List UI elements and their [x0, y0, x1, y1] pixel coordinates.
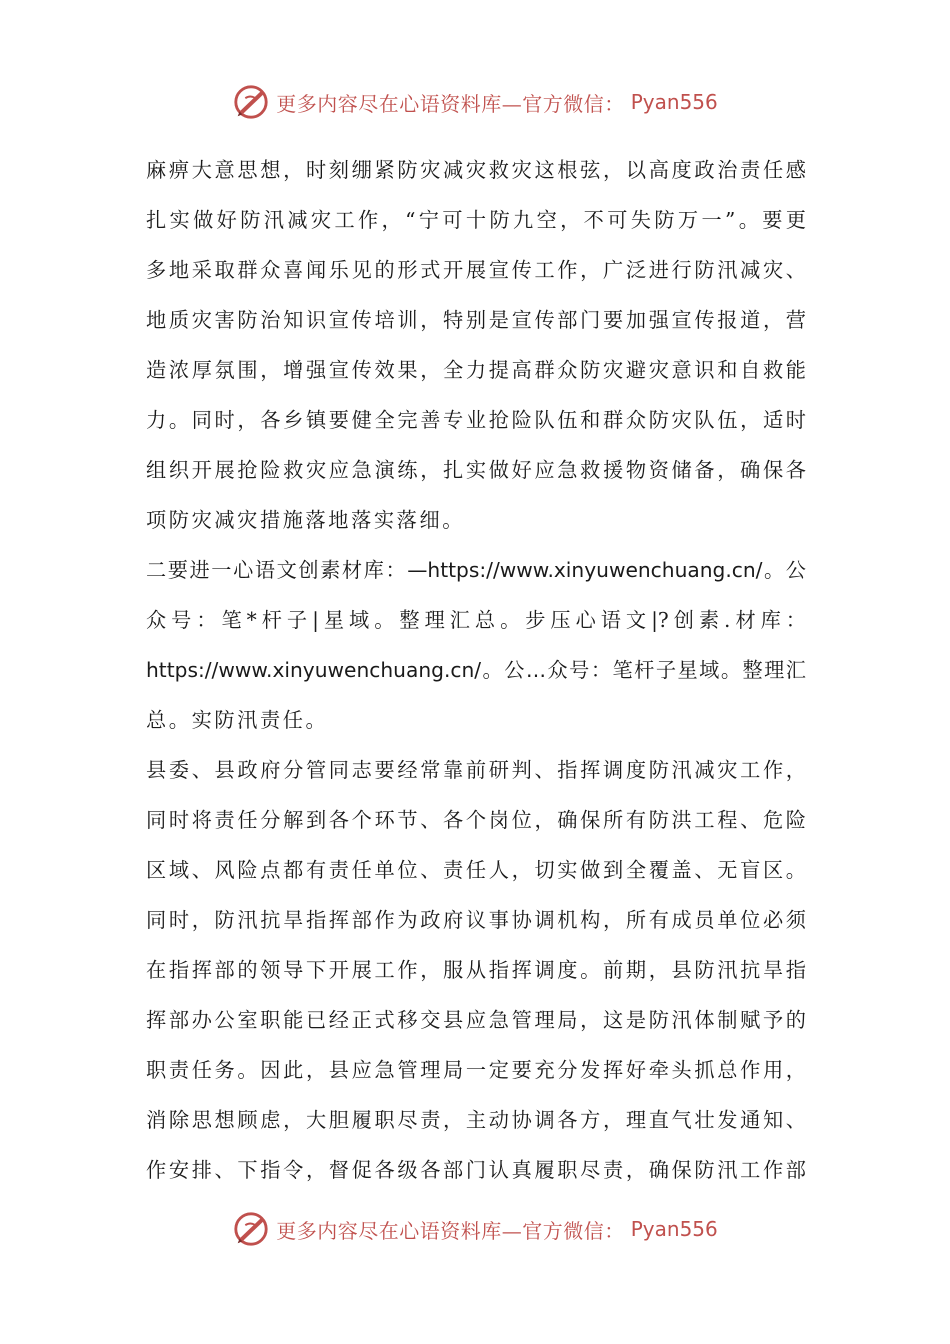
pen-logo-icon: [232, 83, 270, 121]
text-line: 力。同时，各乡镇要健全完善专业抢险队伍和群众防灾队伍，适时: [146, 408, 806, 432]
text-line: 扎实做好防汛减灾工作，“宁可十防九空，不可失防万一”。要更: [146, 208, 806, 232]
text-line: 造浓厚氛围，增强宣传效果，全力提高群众防灾避灾意识和自救能: [146, 358, 806, 382]
text-line: 总。实防汛责任。: [146, 708, 329, 732]
text-line: 职责任务。因此，县应急管理局一定要充分发挥好牵头抓总作用，: [146, 1058, 806, 1082]
text-line: 区域、风险点都有责任单位、责任人，切实做到全覆盖、无盲区。: [146, 858, 806, 882]
text-line: 项防灾减灾措施落地落实落细。: [146, 508, 466, 532]
document-body: [146, 145, 806, 1195]
footer-title: 更多内容尽在心语资料库—官方微信：: [276, 1218, 625, 1243]
text-line: 同时将责任分解到各个环节、各个岗位，确保所有防洪工程、危险: [146, 808, 806, 832]
text-line: 麻痹大意思想，时刻绷紧防灾减灾救灾这根弦，以高度政治责任感: [146, 158, 806, 182]
footer-wechat-id: Pyan556: [630, 1217, 718, 1241]
text-line: 作安排、下指令，督促各级各部门认真履职尽责，确保防汛工作部: [146, 1158, 806, 1182]
text-line-with-link: 二要进一心语文创素材库：—https://www.xinyuwenchuang.cn/。公: [146, 558, 806, 582]
text-line-with-link: https://www.xinyuwenchuang.cn/。公…众号：笔杆子星域。整理汇: [146, 658, 806, 682]
text-line: 挥部办公室职能已经正式移交县应急管理局，这是防汛体制赋予的: [146, 1008, 806, 1032]
header-wechat-id: Pyan556: [630, 90, 718, 114]
text-line: 在指挥部的领导下开展工作，服从指挥调度。前期，县防汛抗旱指: [146, 958, 806, 982]
text-line: 消除思想顾虑，大胆履职尽责，主动协调各方，理直气壮发通知、: [146, 1108, 806, 1132]
footer-banner: [0, 1207, 950, 1251]
text-line: 组织开展抢险救灾应急演练，扎实做好应急救援物资储备，确保各: [146, 458, 806, 482]
text-line: 同时，防汛抗旱指挥部作为政府议事协调机构，所有成员单位必须: [146, 908, 806, 932]
pen-logo-icon: [232, 1210, 270, 1248]
header-banner: [0, 80, 950, 124]
text-line: 众号：笔*杆子|星域。整理汇总。步压心语文|?创素.材库：: [146, 608, 806, 632]
header-title: 更多内容尽在心语资料库—官方微信：: [276, 91, 625, 116]
text-line: 地质灾害防治知识宣传培训，特别是宣传部门要加强宣传报道，营: [146, 308, 806, 332]
text-line: 多地采取群众喜闻乐见的形式开展宣传工作，广泛进行防汛减灾、: [146, 258, 806, 282]
text-line: 县委、县政府分管同志要经常靠前研判、指挥调度防汛减灾工作，: [146, 758, 806, 782]
